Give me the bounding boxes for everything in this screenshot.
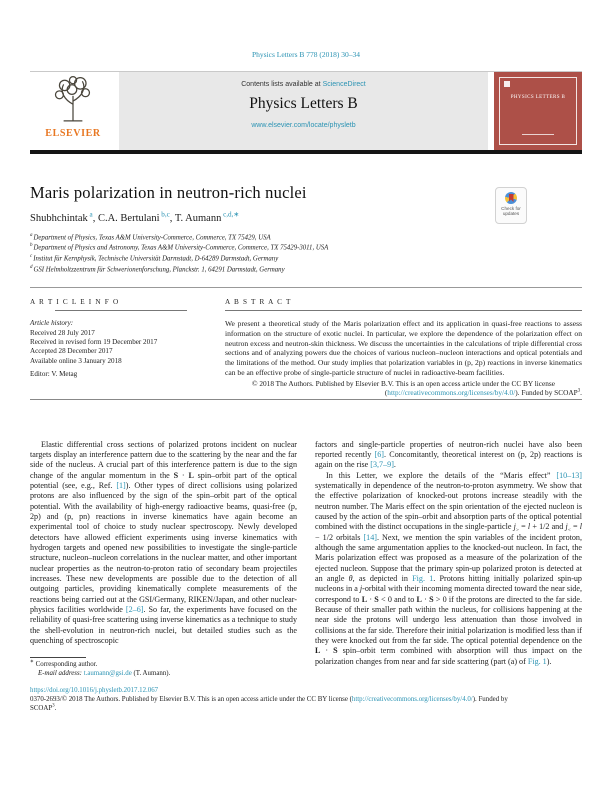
footnote-corresponding — [30, 661, 297, 670]
text-segment: ). Funded by — [472, 696, 508, 704]
text-segment: l — [527, 522, 531, 532]
text-segment: > 0 if the protons are directed to the far side. Because of their smaller path within the nucleus, for collisions happening at the near side the protons will undergo less attenuation than those involved in collisions at the far side. Therefore their initial polarization is modified less than if they were knocked out from the far side. The optical potential dependence on the — [315, 594, 582, 646]
text-segment: ∗ — [30, 660, 34, 666]
text-segment: L — [315, 646, 321, 656]
journal-title: Physics Letters B — [249, 95, 358, 112]
contents-prefix: Contents lists available at — [241, 81, 323, 88]
abstract-copyright-line1: © 2018 The Authors. Published by Elsevier B.V. This is an open access article under the CC BY license — [252, 378, 555, 388]
affiliation-line — [30, 242, 582, 253]
footnote-rule — [30, 657, 86, 658]
banner-center — [119, 72, 488, 150]
text-segment: S — [429, 594, 434, 604]
footnote-email — [30, 670, 297, 679]
text-segment: S — [173, 470, 179, 480]
history-item: Received in revised form 19 December 2017 — [30, 337, 158, 346]
text-segment: = — [518, 522, 528, 532]
affiliations-block — [30, 232, 582, 276]
article-info-rule — [55, 310, 187, 311]
check-updates-icon — [505, 192, 517, 204]
body-paragraph — [315, 440, 582, 471]
affiliation-sup: c — [30, 254, 33, 260]
inline-link[interactable]: [14] — [363, 532, 377, 542]
body-columns — [30, 440, 582, 679]
abstract-copyright-line2 — [225, 388, 582, 397]
affiliation-sup: a — [30, 232, 33, 238]
affiliation-text: GSI Helmholtzzentrum für Schwerionenforschung, Planckstr. 1, 64291 Darmstadt, Germany — [33, 266, 285, 274]
text-segment: j — [513, 522, 516, 532]
info-abstract-grid — [30, 298, 582, 396]
text-segment: . — [393, 460, 396, 470]
abstract-bottom-divider — [30, 399, 582, 400]
text-segment: Elastic differential cross sections of polarized protons incident on nuclear targets display an interference pattern due to the scattering by the near and the far side of the nucleus. A crucial part of this interference pattern is due to the sign change of the angular momentum in the — [30, 439, 297, 480]
text-segment: factors and single-particle properties of neutron-rich nuclei have also been reported recently — [315, 439, 582, 459]
text-segment: S — [374, 594, 379, 604]
text-segment: < — [567, 527, 571, 534]
body-paragraph — [30, 440, 297, 647]
check-updates-label: Check for updates — [501, 206, 521, 217]
text-segment: spin–orbit term combined with absorption will thus impact on the polarization changes from near and far side scattering (part (a) of — [315, 646, 582, 666]
elsevier-logo[interactable] — [30, 72, 116, 150]
history-item: Accepted 28 December 2017 — [30, 347, 113, 356]
text-segment: > — [515, 527, 519, 534]
cover-footer-line — [522, 134, 554, 135]
text-segment: = — [570, 522, 580, 532]
history-item: Available online 3 January 2018 — [30, 356, 122, 365]
check-updates-badge[interactable] — [495, 187, 527, 224]
inline-link[interactable]: b,c — [159, 210, 170, 218]
article-history — [30, 319, 211, 379]
text-segment: Shubhchintak — [30, 212, 88, 224]
text-segment: systematically in dependence of the neutron-to-proton asymmetry. We show that the effective polarization of knocked-out protons increase steadily with the neutron number. The Maris effect on the spin orientation of the ejected nucleon is caused by the action of the spin–orbit and absorption parts of the optical potential combined with the distinct occupations in the single-particle — [315, 480, 582, 532]
text-segment: 0370-2693/© 2018 The Authors. Published by Elsevier B.V. This is an open access article under the CC BY license ( — [30, 696, 352, 704]
inline-link[interactable]: Fig. 1 — [412, 574, 434, 584]
cover-logo-mark — [504, 81, 510, 87]
inline-link[interactable]: Fig. 1 — [527, 656, 547, 666]
text-segment: -orbital with their incoming momenta directed toward the near side, correspond to — [315, 584, 582, 604]
text-segment: (T. Aumann). — [131, 670, 171, 678]
abstract-rule — [225, 310, 582, 311]
text-segment: − 1/2 orbitals — [315, 532, 364, 542]
text-segment: , C.A. Bertulani — [92, 212, 160, 224]
text-segment: Corresponding author. — [33, 661, 98, 669]
text-segment: j — [359, 584, 363, 594]
text-segment: L — [361, 594, 368, 604]
text-segment: S — [333, 646, 338, 656]
inline-link[interactable]: [2–6] — [125, 605, 144, 615]
journal-url-link[interactable]: www.elsevier.com/locate/physletb — [251, 122, 356, 129]
text-segment: . — [580, 387, 582, 397]
footer-copyright-line2 — [30, 704, 582, 713]
editor-line: Editor: V. Metag — [30, 369, 78, 378]
text-segment: E-mail address: — [38, 670, 84, 678]
inline-link[interactable]: a — [87, 210, 93, 218]
text-segment: l — [579, 522, 582, 532]
text-segment: ). Funded by SCOAP — [515, 387, 578, 397]
text-segment: SCOAP — [30, 705, 53, 713]
body-column-left — [30, 440, 297, 679]
text-segment: j — [565, 522, 568, 532]
text-segment: ( — [384, 387, 388, 397]
text-segment: . Concomitantly, theoretical interest on (p, 2p) reactions is again on the rise — [315, 449, 582, 470]
article-history-label: Article history: — [30, 319, 74, 328]
text-segment: , as depicted in — [352, 574, 413, 584]
text-segment: . Protons hitting initially polarized spin-up nucleons in a — [315, 574, 582, 594]
affiliation-sup: d — [30, 265, 33, 271]
abstract-text: We present a theoretical study of the Maris polarization effect and its application in quasi-free reactions to assess information on the structure of exotic nuclei. In particular, we explore the dependence of the polarization effect on neutron excess and neutron-skin thickness. We discuss the uncertainties in the calculations of triple differential cross sections and of analyzing powers due the choices of various nucleon–nucleon interactions and optical potentials and the limitations of the method. Our study implies that polarization variables in (p, 2p) reactions in inverse kinematics can be an effective probe of single-particle structure of nuclei in radioactive-beam facilities. — [225, 319, 582, 377]
elsevier-tree-icon — [50, 75, 96, 125]
journal-header-banner — [30, 71, 582, 150]
doi-link[interactable]: https://doi.org/10.1016/j.physletb.2017.12.067 — [30, 687, 159, 695]
text-segment: ). — [546, 656, 552, 666]
affiliation-line — [30, 232, 582, 243]
affiliation-sup: b — [30, 243, 33, 249]
footer-copyright-line1 — [30, 695, 582, 704]
text-segment: < 0 and to — [378, 594, 417, 604]
section-divider — [30, 287, 582, 288]
text-segment: · — [367, 594, 375, 604]
contents-line — [119, 81, 488, 88]
text-segment: . — [54, 705, 57, 713]
inline-link[interactable]: http://creativecommons.org/licenses/by/4.0/ — [351, 696, 473, 704]
text-segment: ). Other types of direct collisions using polarized protons are also influenced by the sign of the spin–orbit part of the optical potential. With the availability of high-energy radioactive beams, quasi-free (p, 2p) and (p, pn) reactions in inverse kinematics have again become an experimental tool of choice to study nuclear spectroscopy. Newly developed detectors have allowed efficient experiments using inverse kinematics with hydrogen targets and opened new possibilities to investigate the single-particle structure, nucleon–nucleon correlations in the nuclear matter, and other important nuclear properties as the neutron-to-proton ratio of secondary beam projectiles increases. These new developments are possible due to the detection of all outgoing particles, providing kinematically complete measurements of the reactions being carried out at the GSI/Germany, RIKEN/Japan, and other nuclear-physics facilities worldwide — [30, 480, 297, 615]
text-segment: L — [188, 470, 194, 480]
cover-title: PHYSICS LETTERS B — [510, 95, 566, 100]
journal-citation-link[interactable]: Physics Letters B 778 (2018) 30–34 — [251, 50, 361, 59]
abstract-heading: A B S T R A C T — [225, 298, 292, 307]
page-footer — [30, 686, 582, 713]
text-segment: , T. Aumann — [169, 212, 222, 224]
affiliation-text: Department of Physics, Texas A&M University-Commerce, Commerce, TX 75429, USA — [33, 233, 271, 241]
text-segment: In this Letter, we explore the details of the “Maris effect” — [326, 470, 557, 480]
header-divider-bar — [30, 150, 582, 154]
text-segment: 3 — [577, 388, 581, 394]
inline-link[interactable]: c,d,∗ — [221, 210, 240, 218]
inline-link[interactable]: t.aumann@gsi.de — [83, 670, 132, 678]
text-segment: . So far, the experiments have focused on the reliability of quasi-free scattering using inverse kinematics as a technique to study the shell-evolution in neutron-rich nuclei, but detailed studies such as the quenching of spectroscopic — [30, 605, 297, 646]
body-paragraph — [315, 471, 582, 668]
body-column-right — [315, 440, 582, 679]
text-segment: spin–orbit part of the optical potential (see, e.g., Ref. — [30, 470, 297, 490]
abstract-column — [225, 298, 582, 396]
footnote-block — [30, 657, 297, 679]
text-segment: · — [421, 594, 430, 604]
affiliation-text: Institut für Kernphysik, Technische Universität Darmstadt, D-64289 Darmstadt, Germany — [33, 255, 279, 263]
article-info-heading: A R T I C L E I N F O — [30, 298, 120, 307]
inline-link[interactable]: [1] — [116, 480, 126, 490]
elsevier-wordmark: ELSEVIER — [45, 128, 101, 139]
text-segment: L — [416, 594, 422, 604]
history-item: Received 28 July 2017 — [30, 328, 95, 337]
affiliation-line — [30, 264, 582, 275]
text-segment: θ — [348, 574, 353, 584]
inline-link[interactable]: [6] — [374, 449, 384, 459]
text-segment: · — [320, 646, 334, 656]
text-segment: 3 — [52, 703, 55, 709]
article-info-column — [30, 298, 211, 396]
inline-link[interactable]: [10–13] — [556, 470, 582, 480]
text-segment: + 1/2 and — [530, 522, 566, 532]
inline-link[interactable]: [3,7–9] — [370, 460, 394, 470]
affiliation-text: Department of Physics and Astronomy, Texas A&M University-Commerce, Commerce, TX 75429-3011, USA — [33, 244, 329, 252]
sciencedirect-link[interactable]: ScienceDirect — [322, 81, 366, 88]
affiliation-line — [30, 253, 582, 264]
text-segment: · — [178, 470, 189, 480]
article-title: Maris polarization in neutron-rich nuclei — [30, 182, 307, 202]
inline-link[interactable]: http://creativecommons.org/licenses/by/4.0/ — [387, 387, 516, 397]
journal-cover-thumbnail[interactable] — [494, 72, 582, 150]
text-segment: . Next, we mention the spin variables of the incident proton, although the same argumentation applies to the knocked-out nucleon. In fact, the Maris polarization effect was proposed as a measure of the polarization of the ejected nucleon. Suppose that the primary spin-up polarized proton is detected at an angle — [315, 532, 582, 584]
